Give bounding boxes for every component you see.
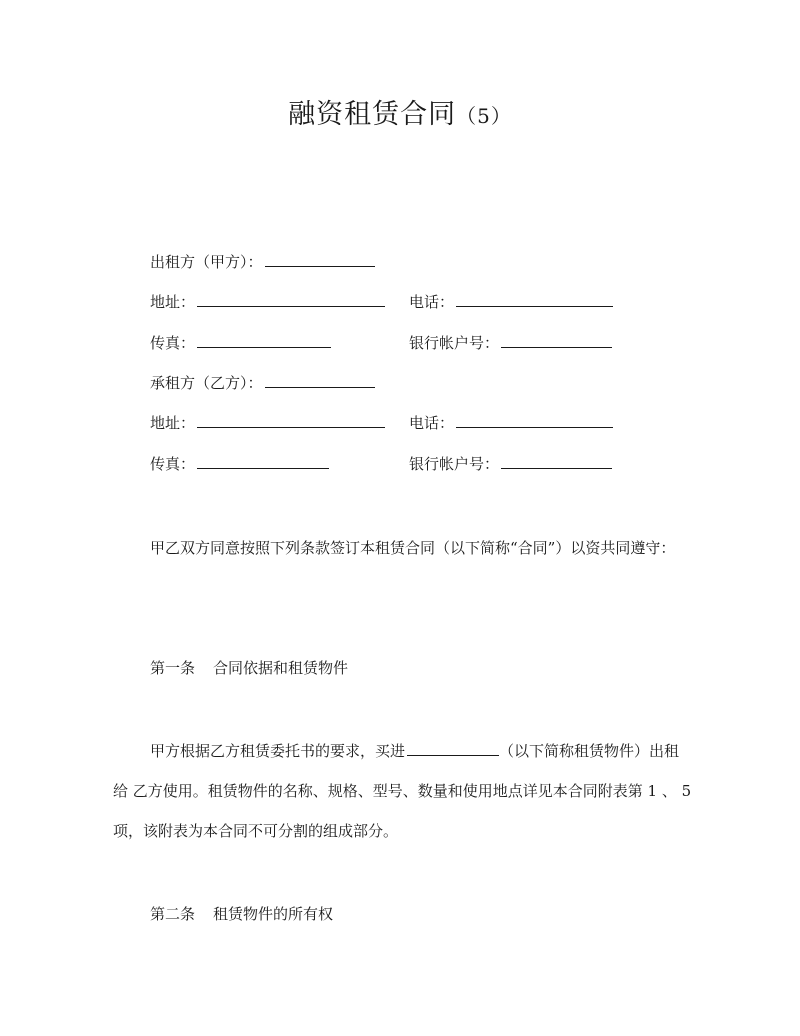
lessor-phone-line bbox=[409, 292, 613, 312]
title-text: 融资租赁合同 bbox=[288, 99, 457, 130]
lessor-address-label: 地址： bbox=[150, 293, 196, 311]
article1-title: 合同依据和租赁物件 bbox=[213, 659, 349, 677]
lessor-name-blank bbox=[265, 252, 375, 267]
lessor-phone-blank bbox=[456, 292, 613, 307]
lessee-name-line bbox=[150, 373, 375, 393]
lessee-label: 承租方（乙方）： bbox=[150, 374, 263, 392]
lessee-phone-blank bbox=[456, 413, 613, 428]
article1-heading bbox=[150, 657, 348, 678]
lessor-bank-label: 银行帐户号： bbox=[409, 334, 500, 352]
lessee-phone-line bbox=[409, 413, 613, 433]
lessee-bank-label: 银行帐户号： bbox=[409, 455, 500, 473]
lessee-fax-line bbox=[150, 454, 329, 474]
lessor-phone-label: 电话： bbox=[409, 293, 455, 311]
lessor-bank-blank bbox=[501, 333, 612, 348]
page-title bbox=[0, 92, 800, 131]
lessee-fax-label: 传真： bbox=[150, 455, 196, 473]
article1-body bbox=[113, 731, 693, 851]
lessor-address-blank bbox=[197, 292, 385, 307]
lessee-address-line bbox=[150, 413, 385, 433]
article1-body-part2: （以下简称租赁物件）出租给 乙方使用。租赁物件的名称、规格、型号、数量和使用地点详见本合同附表第 1 、 5项，该附表为本合同不可分割的组成部分。 bbox=[113, 742, 692, 840]
lessor-fax-line bbox=[150, 333, 331, 353]
lessee-name-blank bbox=[265, 373, 375, 388]
lessor-address-line bbox=[150, 292, 385, 312]
article2-number: 第二条 bbox=[150, 905, 196, 923]
article2-heading bbox=[150, 903, 333, 924]
lessee-address-blank bbox=[197, 413, 385, 428]
lessee-fax-blank bbox=[197, 454, 329, 469]
lessee-address-label: 地址： bbox=[150, 414, 196, 432]
lessee-bank-blank bbox=[501, 454, 612, 469]
lessor-fax-blank bbox=[197, 333, 331, 348]
article1-number: 第一条 bbox=[150, 659, 196, 677]
lessor-name-line bbox=[150, 252, 375, 272]
article2-title: 租赁物件的所有权 bbox=[213, 905, 334, 923]
lessee-bank-line bbox=[409, 454, 612, 474]
article1-item-blank bbox=[407, 741, 499, 756]
lessor-fax-label: 传真： bbox=[150, 334, 196, 352]
lessee-phone-label: 电话： bbox=[409, 414, 455, 432]
lessor-bank-line bbox=[409, 333, 612, 353]
preamble-paragraph: 甲乙双方同意按照下列条款签订本租赁合同（以下简称“合同”）以资共同遵守： bbox=[150, 539, 676, 557]
title-number: （5） bbox=[456, 104, 512, 128]
lessor-label: 出租方（甲方）： bbox=[150, 253, 263, 271]
article1-body-part1: 甲方根据乙方租赁委托书的要求，买进 bbox=[150, 742, 406, 760]
